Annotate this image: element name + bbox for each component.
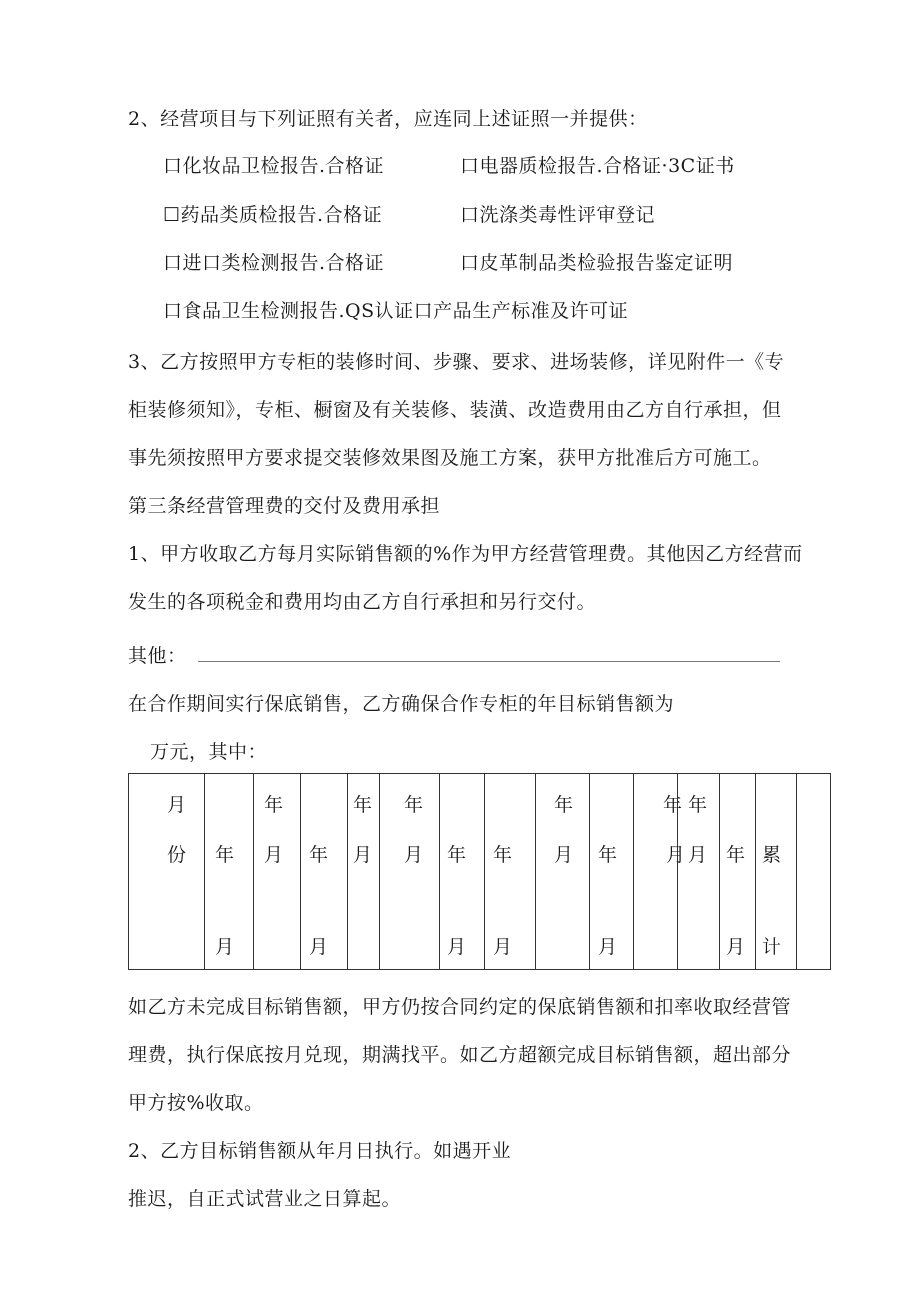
table-cell: [797, 774, 831, 970]
checkbox-option-pharma: ☐药品类质检报告.合格证: [163, 204, 383, 226]
clause-3-line-3: 事先须按照甲方要求提交装修效果图及施工方案，获甲方批准后方可施工。: [128, 447, 772, 469]
monthly-target-table: [128, 773, 831, 970]
clause-2-intro: 2、经营项目与下列证照有关者，应连同上述证照一并提供：: [128, 108, 648, 130]
shortfall-line-2: 理费，执行保底按月兑现，期满找平。如乙方超额完成目标销售额，超出部分: [128, 1044, 792, 1066]
shortfall-line-1: 如乙方未完成目标销售额，甲方仍按合同约定的保底销售额和扣率收取经营管: [128, 996, 792, 1018]
target-start-line-1: 2、乙方目标销售额从年月日执行。如遇开业: [128, 1140, 512, 1162]
target-start-line-2: 推迟，自正式试营业之日算起。: [128, 1188, 402, 1210]
table-cell[interactable]: 年 月: [205, 774, 254, 970]
table-cell[interactable]: 年 月: [634, 774, 678, 970]
table-cell[interactable]: 年 月: [440, 774, 485, 970]
table-cell[interactable]: 年 月: [590, 774, 634, 970]
article-3-heading: 第三条经营管理费的交付及费用承担: [128, 495, 441, 517]
clause-3-line-1: 3、乙方按照甲方专柜的装修时间、步骤、要求、进场装修，详见附件一《专: [128, 351, 785, 373]
shortfall-line-3: 甲方按%收取。: [128, 1092, 264, 1114]
table-cell[interactable]: 年 月: [348, 774, 380, 970]
table-cell[interactable]: 年 月: [536, 774, 590, 970]
fee-clause-line-2: 发生的各项税金和费用均由乙方自行承担和另行交付。: [128, 591, 597, 613]
guarantee-line: 在合作期间实行保底销售，乙方确保合作专柜的年目标销售额为: [128, 693, 675, 715]
checkbox-option-cosmetics: 口化妆品卫检报告.合格证: [163, 155, 385, 177]
checkbox-option-electrical: 口电器质检报告.合格证·3C证书: [460, 155, 735, 177]
table-cell[interactable]: 年 月: [301, 774, 348, 970]
checkbox-option-leather: 口皮革制品类检验报告鉴定证明: [460, 252, 734, 274]
clause-3-line-2: 柜装修须知》，专柜、橱窗及有关装修、装潢、改造费用由乙方自行承担，但: [128, 399, 782, 421]
checkbox-option-detergent: 口洗涤类毒性评审登记: [460, 204, 656, 226]
fee-clause-line-1: 1、甲方收取乙方每月实际销售额的%作为甲方经营管理费。其他因乙方经营而: [128, 543, 803, 565]
table-cell[interactable]: 年 月: [678, 774, 720, 970]
other-label: 其他：: [128, 645, 187, 667]
other-blank-line: [198, 661, 780, 662]
table-cell[interactable]: 年 月: [380, 774, 440, 970]
table-header-month: 月 份: [129, 774, 205, 970]
checkbox-option-imports: 口进口类检测报告.合格证: [163, 252, 385, 274]
table-header-total: 累 计: [756, 774, 797, 970]
checkbox-option-food: 口食品卫生检测报告.QS认证口产品生产标准及许可证: [163, 300, 629, 322]
table-cell[interactable]: 年 月: [720, 774, 756, 970]
unit-line: 万元，其中：: [150, 741, 268, 763]
table-cell[interactable]: 年 月: [254, 774, 301, 970]
table-cell[interactable]: 年 月: [485, 774, 536, 970]
